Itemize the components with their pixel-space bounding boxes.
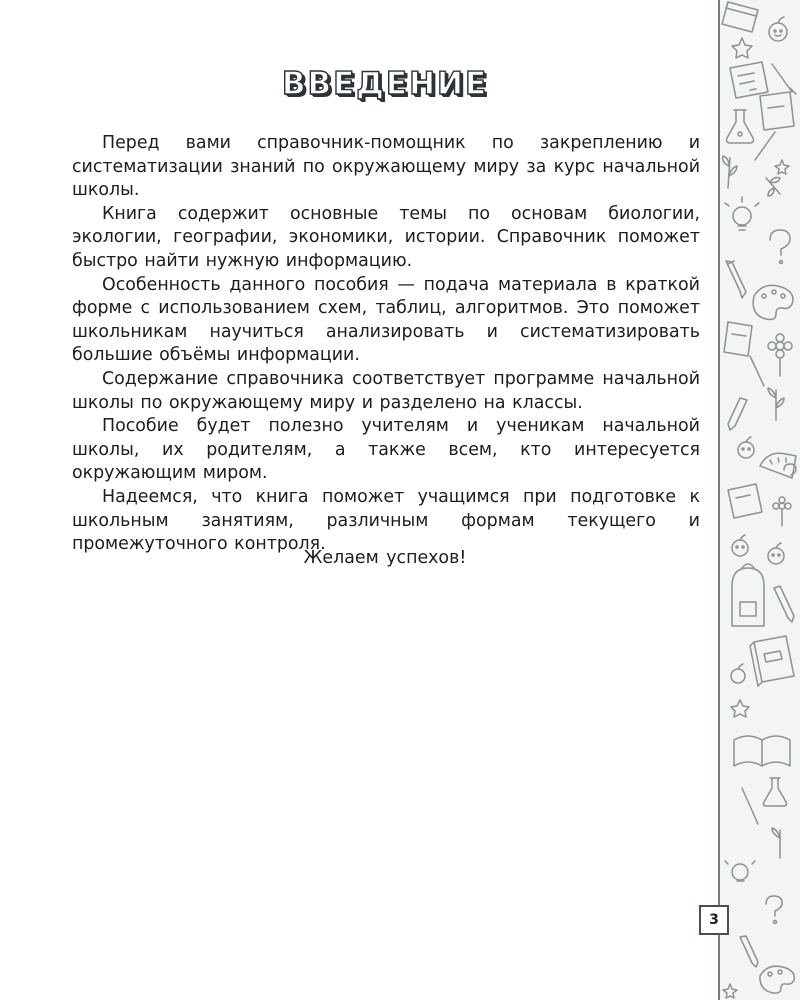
leaf-icon [772, 828, 780, 858]
lightbulb-icon [725, 197, 759, 230]
notebook-icon [724, 322, 752, 356]
pencil-icon [740, 936, 758, 967]
paintbrush-icon [742, 788, 758, 824]
school-doodle-border [718, 0, 800, 1000]
pencil-icon [728, 398, 747, 430]
leaf-icon [768, 388, 784, 420]
leaf-icon [723, 156, 737, 188]
paragraph: Особенность данного пособия — подача материала в краткой форме с использованием схем, таблиц, алгоритмов. Это поможет школьникам научиться анализировать и систематизировать большие объёмы информации. [72, 274, 700, 366]
leaf-icon [766, 178, 780, 197]
flower-icon [773, 497, 791, 526]
book-icon [734, 736, 790, 766]
paintbrush-icon [750, 356, 764, 386]
question-mark-icon [766, 896, 782, 924]
star-icon [775, 160, 789, 174]
page-number: 3 [699, 905, 729, 935]
book-icon [722, 2, 758, 32]
lightbulb-icon [725, 861, 755, 881]
pencil-icon [774, 586, 794, 622]
pencil-icon [726, 261, 746, 298]
apple-icon [732, 535, 748, 556]
question-mark-icon [770, 230, 790, 264]
book-icon [750, 636, 794, 686]
backpack-icon [732, 564, 764, 626]
flower-icon [768, 334, 792, 376]
apple-icon [731, 664, 745, 683]
notebook-icon [760, 92, 794, 130]
paragraph: Содержание справочника соответствует программе начальной школы по окружающему миру и разделено на классы. [72, 368, 700, 413]
page-title: ВВЕДЕНИЕ [281, 66, 489, 102]
star-icon [732, 38, 752, 58]
notebook-icon [730, 62, 768, 98]
apple-icon [768, 543, 784, 564]
introduction-text [72, 132, 700, 557]
closing-wish: Желаем успехов! [303, 548, 467, 568]
paragraph: Перед вами справочник-помощник по закреплению и систематизации знаний по окружающему миру за курс начальной школы. [72, 133, 700, 201]
apple-icon [738, 437, 754, 458]
paintbrush-icon [755, 132, 775, 160]
palette-icon [760, 966, 794, 993]
flask-icon [727, 110, 754, 143]
ruler-icon [760, 453, 796, 478]
star-icon [723, 984, 737, 998]
apple-icon [769, 17, 787, 41]
notebook-icon [728, 484, 762, 518]
flask-icon [763, 778, 786, 806]
star-icon [731, 700, 749, 717]
paragraph: Книга содержит основные темы по основам биологии, экологии, географии, экономики, истории. Справочник поможет быстро найти нужную информацию. [72, 203, 700, 271]
paragraph: Пособие будет полезно учителям и ученикам начальной школы, их родителям, а также всем, кто интересуется окружающим миром. [72, 416, 700, 484]
palette-icon [753, 285, 793, 319]
paragraph: Надеемся, что книга поможет учащимся при подготовке к школьным занятиям, различным формам текущего и промежуточного контроля. [72, 486, 700, 555]
paintbrush-icon [772, 64, 796, 94]
